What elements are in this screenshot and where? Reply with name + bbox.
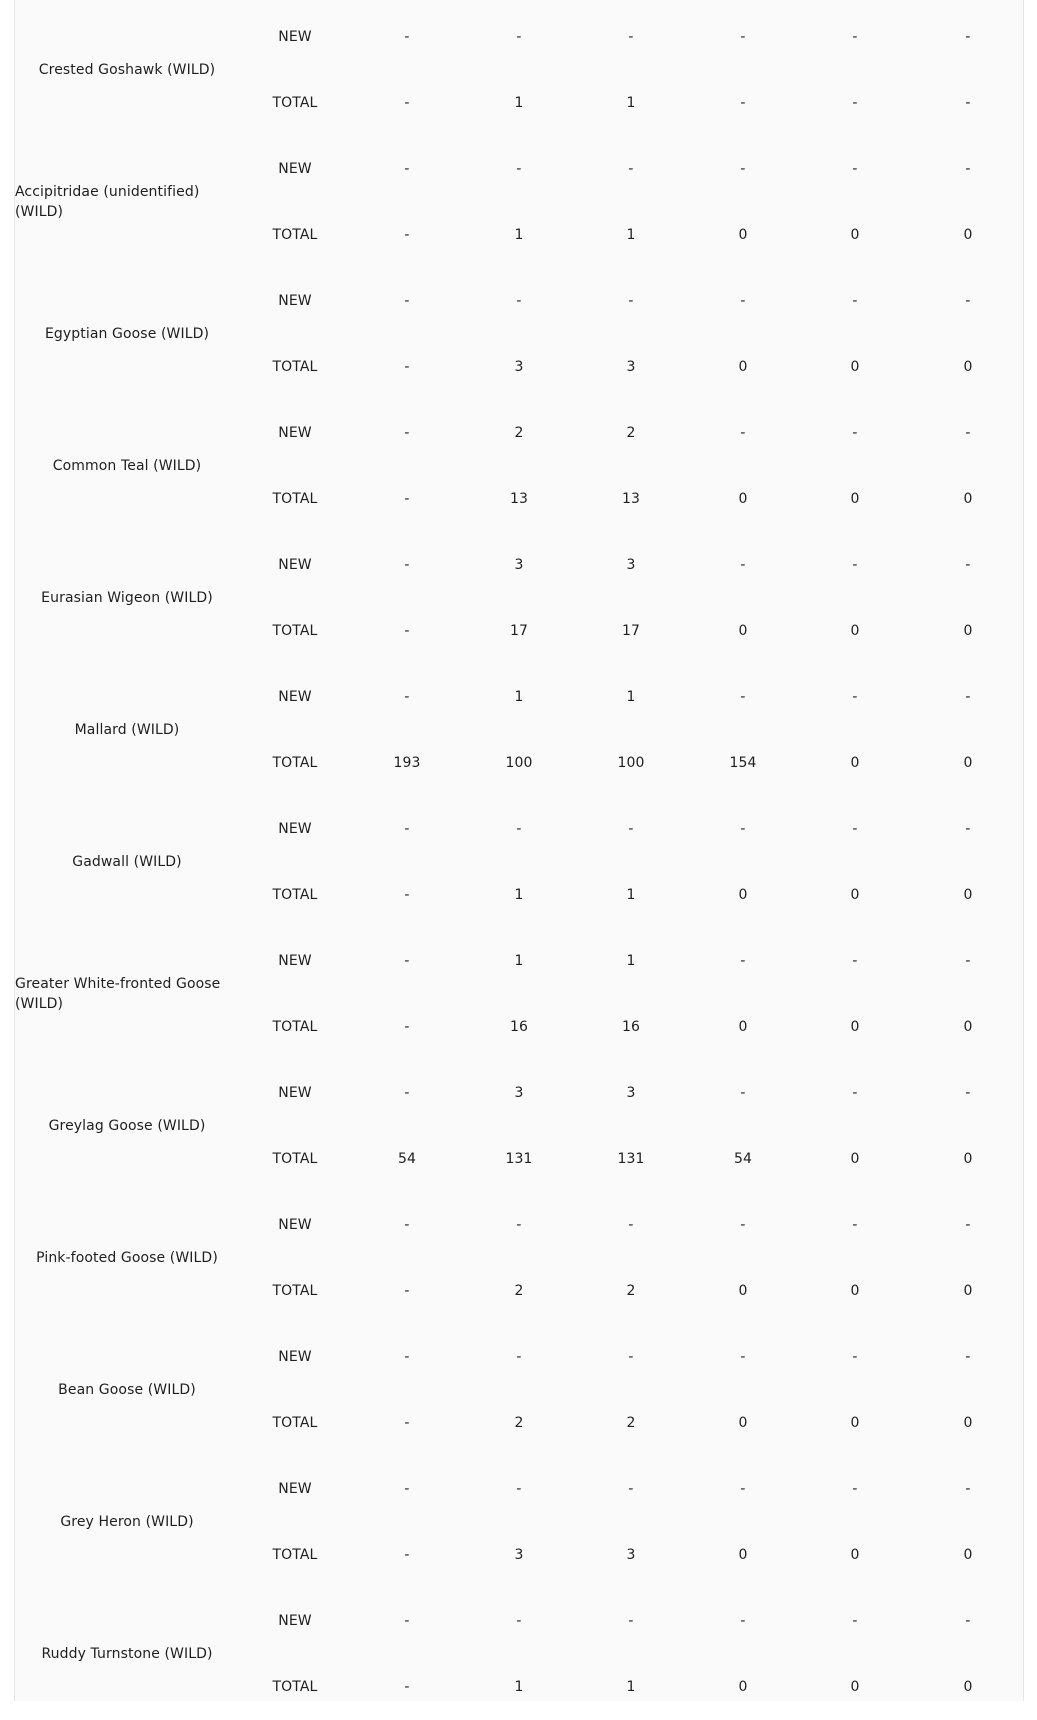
row-kind-label: NEW [278, 1349, 312, 1365]
table-cell: - [852, 821, 858, 837]
table-cell: 0 [738, 623, 748, 639]
table-cell: - [852, 1481, 858, 1497]
row-kind-label: TOTAL [272, 1679, 318, 1695]
table-cell: 0 [963, 491, 973, 507]
table-cell: - [516, 1217, 522, 1233]
table-cell: - [965, 1613, 971, 1629]
table-cell: 0 [850, 887, 860, 903]
table-cell: - [628, 1481, 634, 1497]
species-name: Grey Heron (WILD) [60, 1514, 194, 1530]
table-cell: 0 [850, 1547, 860, 1563]
table-cell: - [740, 821, 746, 837]
table-cell: 3 [514, 557, 524, 573]
row-kind-label: TOTAL [272, 95, 318, 111]
table-row-new [15, 1060, 1025, 1126]
table-row-new [15, 1324, 1025, 1390]
table-cell: - [740, 1085, 746, 1101]
table-cell: 54 [733, 1151, 752, 1167]
table-cell: - [404, 689, 410, 705]
table-cell: 0 [738, 359, 748, 375]
table-cell: 0 [738, 887, 748, 903]
table-cell: - [404, 623, 410, 639]
row-kind-label: NEW [278, 161, 312, 177]
row-kind-label: NEW [278, 1481, 312, 1497]
table-cell: 0 [963, 1679, 973, 1695]
table-cell: 3 [626, 557, 636, 573]
table-row-new [15, 4, 1025, 70]
table-cell: - [740, 557, 746, 573]
table-cell: - [852, 557, 858, 573]
table-cell: 0 [850, 1679, 860, 1695]
table-cell: 0 [850, 755, 860, 771]
table-cell: - [628, 821, 634, 837]
table-cell: 0 [963, 1151, 973, 1167]
table-row-new [15, 928, 1025, 994]
table-cell: 0 [963, 1283, 973, 1299]
table-cell: - [740, 95, 746, 111]
table-cell: 0 [963, 1547, 973, 1563]
row-kind-label: NEW [278, 425, 312, 441]
table-cell: - [628, 161, 634, 177]
table-cell: 3 [514, 1547, 524, 1563]
table-cell: - [852, 29, 858, 45]
row-kind-label: NEW [278, 1613, 312, 1629]
table-cell: - [965, 821, 971, 837]
table-cell: - [852, 1349, 858, 1365]
table-cell: 0 [963, 359, 973, 375]
table-cell: - [852, 425, 858, 441]
table-cell: 0 [738, 1547, 748, 1563]
table-cell: - [852, 953, 858, 969]
table-cell: - [516, 161, 522, 177]
table-cell: - [852, 689, 858, 705]
table-cell: 0 [738, 491, 748, 507]
species-name: Greylag Goose (WILD) [48, 1118, 206, 1134]
table-cell: 1 [514, 1679, 524, 1695]
table-cell: 131 [505, 1151, 533, 1167]
species-name: Ruddy Turnstone (WILD) [41, 1646, 213, 1662]
table-row-new [15, 400, 1025, 466]
row-kind-label: NEW [278, 821, 312, 837]
table-cell: 0 [850, 227, 860, 243]
table-cell: - [852, 161, 858, 177]
species-name: Egyptian Goose (WILD) [44, 326, 210, 342]
species-name: Common Teal (WILD) [52, 458, 202, 474]
table-cell: 0 [850, 1283, 860, 1299]
species-name: Bean Goose (WILD) [58, 1382, 196, 1398]
table-cell: - [740, 953, 746, 969]
table-cell: - [740, 425, 746, 441]
row-kind-label: TOTAL [272, 1547, 318, 1563]
table-cell: 16 [509, 1019, 528, 1035]
table-cell: 1 [626, 1679, 636, 1695]
table-cell: 3 [626, 359, 636, 375]
table-cell: - [516, 1481, 522, 1497]
table-cell: - [852, 1613, 858, 1629]
row-kind-label: TOTAL [272, 1019, 318, 1035]
table-cell: 54 [397, 1151, 416, 1167]
row-kind-label: TOTAL [272, 887, 318, 903]
table-cell: - [965, 29, 971, 45]
table-row-new [15, 1588, 1025, 1654]
table-cell: - [965, 953, 971, 969]
table-cell: 0 [850, 1019, 860, 1035]
table-cell: 0 [738, 1679, 748, 1695]
table-cell: - [404, 1283, 410, 1299]
table-cell: 0 [850, 491, 860, 507]
species-name: Pink-footed Goose (WILD) [36, 1250, 218, 1266]
table-cell: - [628, 29, 634, 45]
species-name: Accipitridae (unidentified) (WILD) [15, 184, 200, 220]
table-cell: - [404, 1349, 410, 1365]
row-kind-label: NEW [278, 1217, 312, 1233]
table-cell: 16 [621, 1019, 640, 1035]
table-cell: 0 [738, 1019, 748, 1035]
table-row-new [15, 1456, 1025, 1522]
table-row-new [15, 268, 1025, 334]
table-cell: - [740, 1613, 746, 1629]
row-kind-label: NEW [278, 557, 312, 573]
row-kind-label: TOTAL [272, 491, 318, 507]
table-cell: 0 [963, 623, 973, 639]
table-cell: - [404, 1217, 410, 1233]
table-cell: - [965, 293, 971, 309]
table-cell: - [628, 1349, 634, 1365]
table-row-new [15, 1192, 1025, 1258]
table-cell: - [404, 425, 410, 441]
table-cell: 0 [850, 359, 860, 375]
table-cell: 193 [393, 755, 421, 771]
table-cell: 131 [617, 1151, 645, 1167]
row-kind-label: NEW [278, 293, 312, 309]
table-cell: - [404, 95, 410, 111]
table-cell: 100 [617, 755, 645, 771]
row-kind-label: TOTAL [272, 1415, 318, 1431]
table-cell: - [404, 161, 410, 177]
table-cell: 0 [850, 1415, 860, 1431]
table-cell: 0 [963, 887, 973, 903]
table-cell: - [740, 161, 746, 177]
species-name: Eurasian Wigeon (WILD) [41, 590, 213, 606]
table-cell: - [740, 1481, 746, 1497]
table-cell: - [965, 557, 971, 573]
row-kind-label: NEW [278, 29, 312, 45]
table-cell: - [516, 29, 522, 45]
table-cell: 2 [514, 425, 524, 441]
table-cell: - [740, 1217, 746, 1233]
table-cell: 1 [626, 95, 636, 111]
table-row-new [15, 664, 1025, 730]
table-cell: 1 [626, 953, 636, 969]
table-cell: - [404, 491, 410, 507]
row-kind-label: TOTAL [272, 359, 318, 375]
table-cell: - [740, 293, 746, 309]
table-cell: - [404, 1547, 410, 1563]
table-cell: - [852, 1085, 858, 1101]
table-cell: - [965, 689, 971, 705]
table-cell: 0 [963, 755, 973, 771]
table-cell: 0 [738, 1283, 748, 1299]
table-cell: 1 [514, 95, 524, 111]
table-cell: 1 [514, 887, 524, 903]
species-name: Mallard (WILD) [74, 722, 180, 738]
table-cell: 17 [621, 623, 640, 639]
table-cell: - [965, 425, 971, 441]
table-cell: - [404, 293, 410, 309]
table-cell: - [404, 1085, 410, 1101]
table-cell: 0 [850, 623, 860, 639]
species-name: Greater White-fronted Goose (WILD) [15, 976, 221, 1012]
table-cell: 2 [626, 1283, 636, 1299]
table-cell: 2 [626, 1415, 636, 1431]
table-cell: 0 [850, 1151, 860, 1167]
table-cell: - [516, 1349, 522, 1365]
table-cell: 0 [963, 227, 973, 243]
table-cell: 3 [626, 1085, 636, 1101]
table-cell: - [516, 821, 522, 837]
table-cell: 3 [514, 359, 524, 375]
table-cell: 1 [514, 689, 524, 705]
table-cell: 2 [514, 1283, 524, 1299]
species-table-body [15, 4, 1025, 1720]
row-kind-label: TOTAL [272, 755, 318, 771]
table-cell: 2 [514, 1415, 524, 1431]
table-cell: 0 [738, 227, 748, 243]
row-kind-label: NEW [278, 689, 312, 705]
table-cell: - [628, 1613, 634, 1629]
table-cell: 17 [509, 623, 528, 639]
table-cell: 154 [729, 755, 757, 771]
table-cell: - [516, 293, 522, 309]
table-cell: 2 [626, 425, 636, 441]
species-table [15, 4, 1025, 1720]
table-row-new [15, 136, 1025, 202]
table-cell: 1 [626, 689, 636, 705]
table-cell: - [965, 1085, 971, 1101]
row-kind-label: TOTAL [272, 1151, 318, 1167]
table-cell: 1 [626, 227, 636, 243]
table-cell: 13 [621, 491, 640, 507]
table-cell: 1 [514, 227, 524, 243]
table-cell: 100 [505, 755, 533, 771]
table-cell: - [852, 1217, 858, 1233]
table-cell: - [404, 821, 410, 837]
table-cell: - [965, 161, 971, 177]
table-cell: - [404, 1481, 410, 1497]
table-cell: - [965, 1217, 971, 1233]
row-kind-label: NEW [278, 953, 312, 969]
table-cell: - [628, 293, 634, 309]
table-cell: - [404, 1613, 410, 1629]
table-cell: - [740, 29, 746, 45]
table-cell: - [404, 1019, 410, 1035]
table-cell: 1 [626, 887, 636, 903]
row-kind-label: TOTAL [272, 227, 318, 243]
row-kind-label: NEW [278, 1085, 312, 1101]
table-cell: - [740, 689, 746, 705]
table-row-new [15, 796, 1025, 862]
table-cell: - [404, 557, 410, 573]
table-cell: - [965, 95, 971, 111]
table-cell: - [852, 95, 858, 111]
table-cell: 13 [509, 491, 528, 507]
table-cell: 0 [738, 1415, 748, 1431]
table-cell: 3 [514, 1085, 524, 1101]
table-cell: - [740, 1349, 746, 1365]
table-cell: 1 [514, 953, 524, 969]
table-cell: 0 [963, 1415, 973, 1431]
species-name: Gadwall (WILD) [72, 854, 182, 870]
table-cell: 0 [963, 1019, 973, 1035]
table-cell: - [404, 887, 410, 903]
row-kind-label: TOTAL [272, 1283, 318, 1299]
row-kind-label: TOTAL [272, 623, 318, 639]
table-cell: - [628, 1217, 634, 1233]
table-cell: - [404, 1415, 410, 1431]
species-name: Crested Goshawk (WILD) [38, 62, 216, 78]
table-cell: - [404, 227, 410, 243]
table-cell: - [852, 293, 858, 309]
table-cell: - [404, 1679, 410, 1695]
species-table-panel [14, 0, 1024, 1701]
table-cell: - [404, 29, 410, 45]
table-cell: - [404, 359, 410, 375]
table-row-new [15, 532, 1025, 598]
table-cell: - [965, 1481, 971, 1497]
table-cell: - [404, 953, 410, 969]
table-cell: - [965, 1349, 971, 1365]
table-cell: 3 [626, 1547, 636, 1563]
table-cell: - [516, 1613, 522, 1629]
